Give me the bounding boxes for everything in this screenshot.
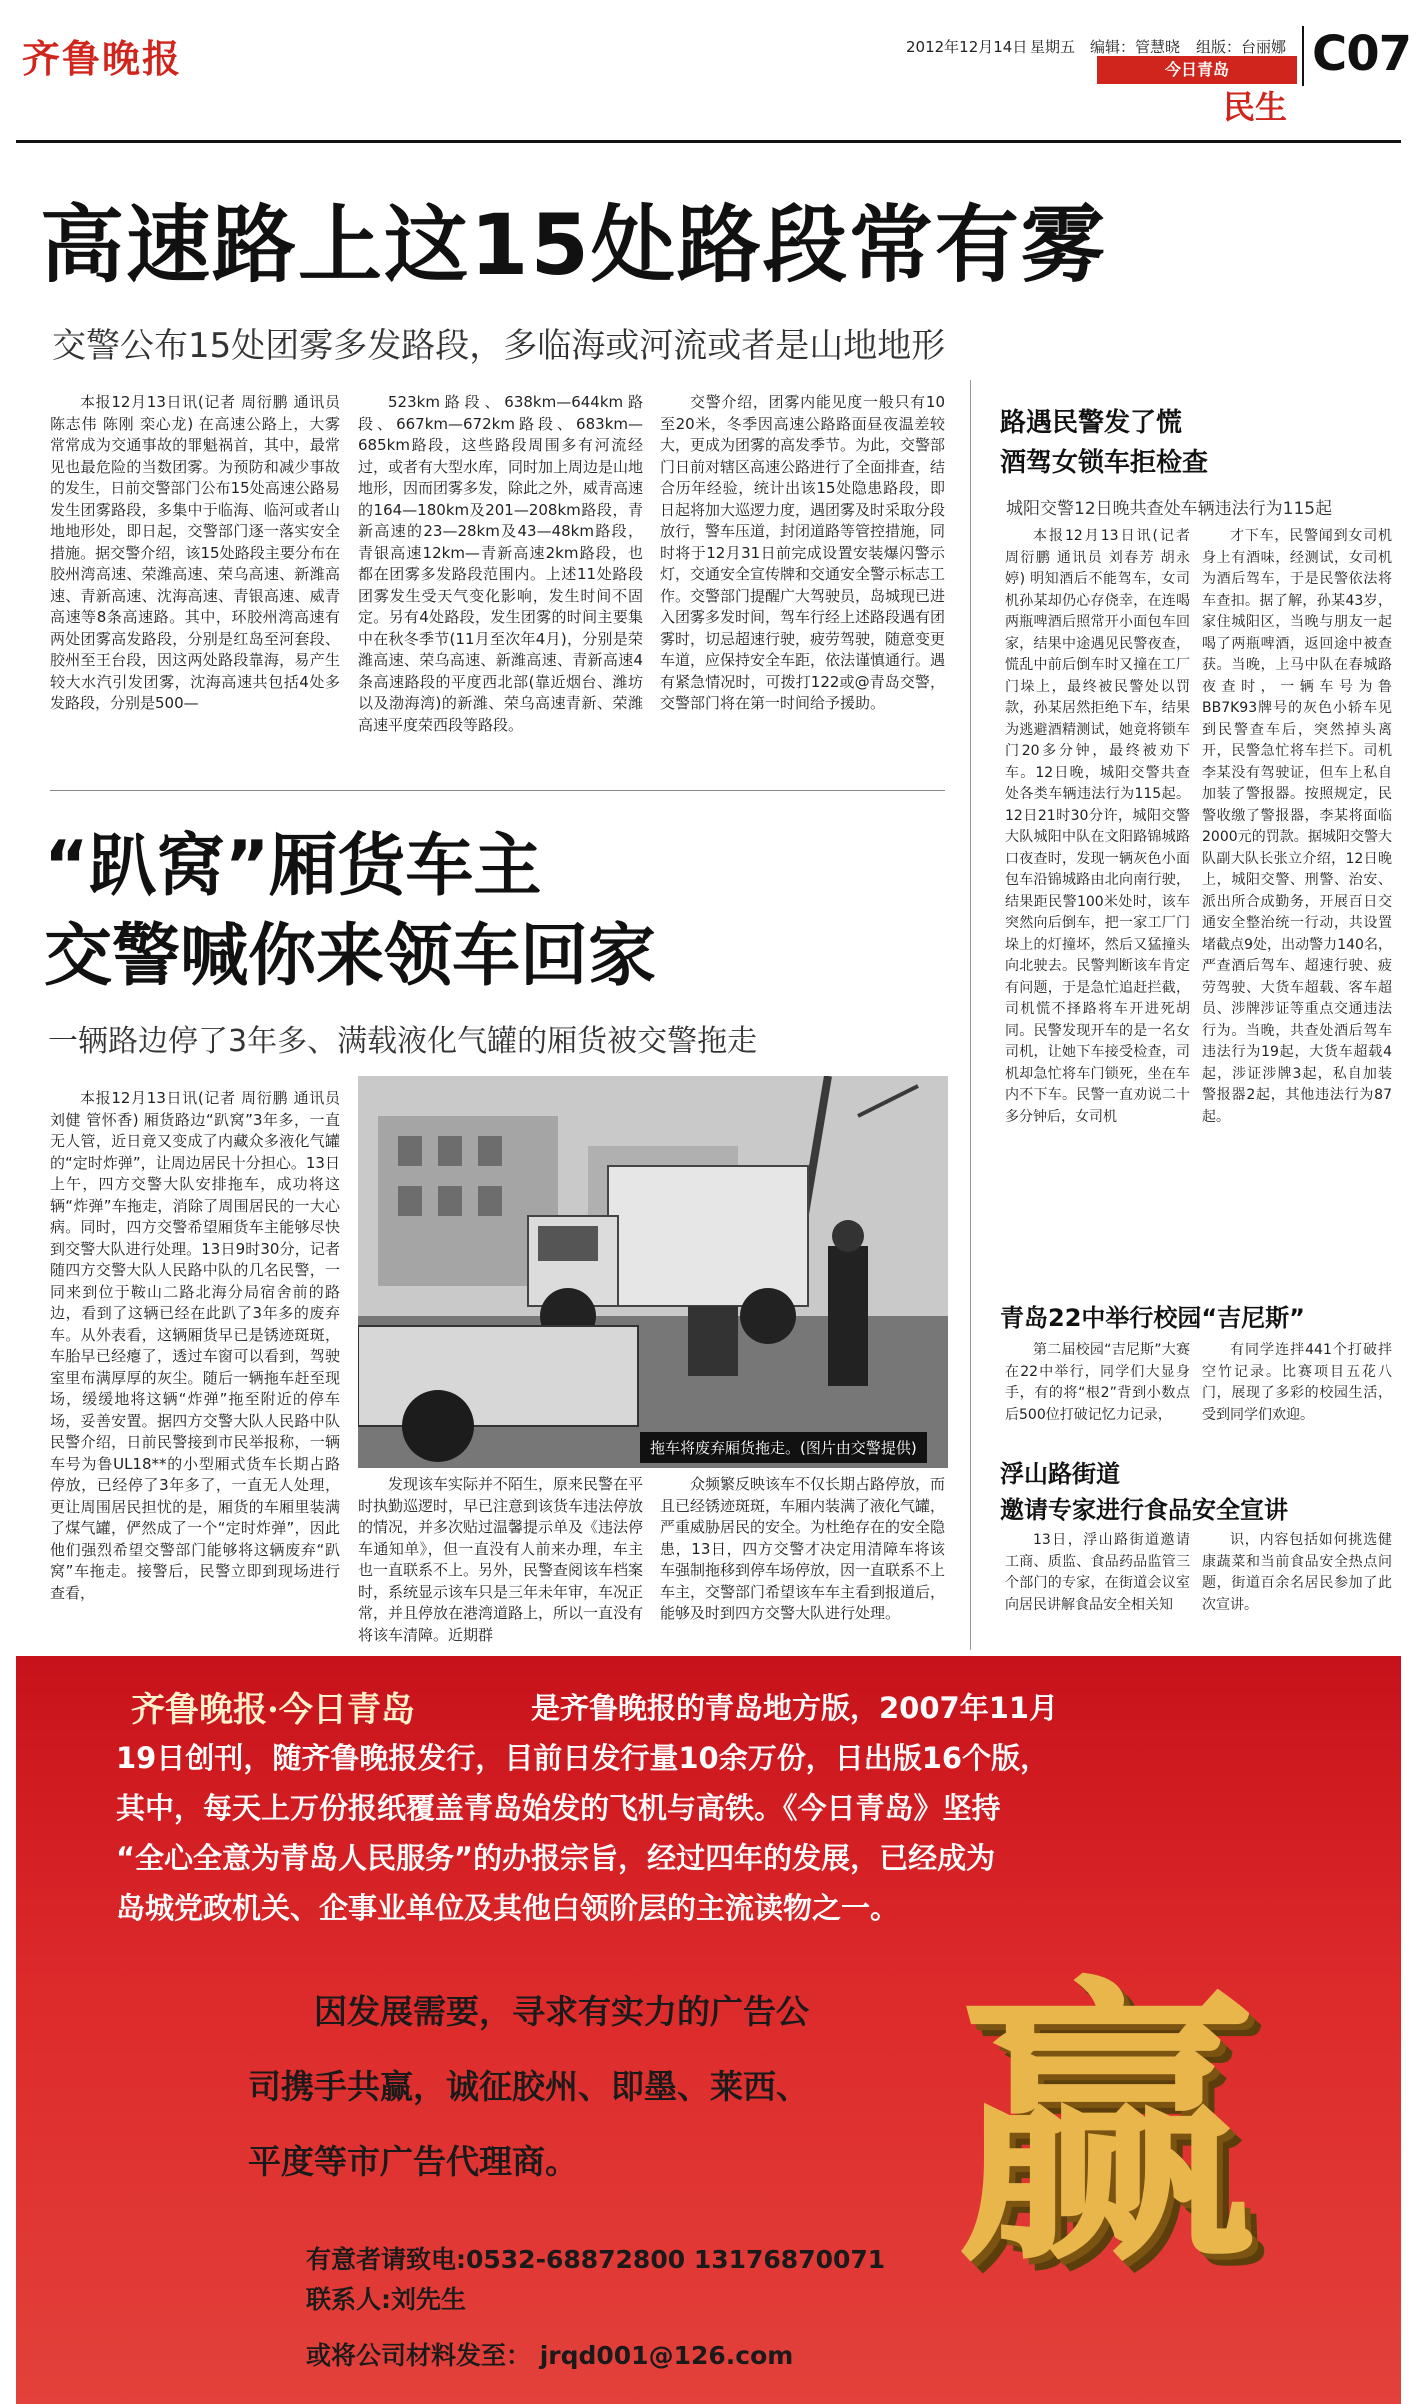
- right-story-a-subhead: 城阳交警12日晚共查处车辆违法行为115起: [1006, 499, 1333, 519]
- right-story-a-headline-2: 酒驾女锁车拒检查: [1000, 448, 1209, 478]
- ad-phone: 有意者请致电:0532-68872800 13176870071: [306, 2245, 886, 2274]
- ad-intro-line-3: 其中，每天上万份报纸覆盖青岛始发的飞机与高铁。《今日青岛》坚持: [116, 1791, 1001, 1825]
- ad-call-line-1: 因发展需要，寻求有实力的广告公: [314, 1992, 809, 2031]
- tow-truck-photo: [358, 1076, 948, 1468]
- column-divider: [970, 380, 971, 1650]
- ad-intro-line-1: 是齐鲁晚报的青岛地方版，2007年11月: [531, 1691, 1059, 1725]
- ad-intro-line-2: 19日创刊，随齐鲁晚报发行，目前日发行量10余万份，日出版16个版，: [116, 1741, 1050, 1775]
- story2-headline-line2: 交警喊你来领车回家: [44, 917, 657, 996]
- right-story-c-headline-2: 邀请专家进行食品安全宣讲: [1000, 1496, 1288, 1524]
- tow-truck-illustration: [358, 1076, 948, 1468]
- issue-date: 2012年12月14日: [906, 38, 1028, 56]
- section-name: 民生: [1222, 88, 1287, 126]
- ad-email: 或将公司材料发至： jrqd001@126.com: [306, 2341, 794, 2370]
- story2-column-3: 众频繁反映该车不仅长期占路停放，而且已经锈迹斑斑，车厢内装满了液化气罐，严重威胁居民的安全。为杜绝存在的安全隐患，13日，四方交警才决定用清障车将该车强制拖移到停车场停放，因一直联系不上车主，交警部门希望该车车主看到报道后，能够及时到四方交警大队进行处理。: [660, 1475, 945, 1622]
- right-story-c-headline-1: 浮山路街道: [1000, 1460, 1120, 1488]
- right-story-a-headline-1: 路遇民警发了慌: [1000, 408, 1183, 438]
- advertisement: [16, 1656, 1401, 2404]
- right-story-b-column-2: 有同学连拌441个打破拌空竹记录。比赛项目五花八门，展现了多彩的校园生活，受到同学们欢迎。: [1202, 1342, 1392, 1423]
- story2-headline: [44, 822, 944, 1002]
- right-story-b-headline: 青岛22中举行校园“吉尼斯”: [1000, 1304, 1305, 1332]
- story1-headline: 高速路上这15处路段常有雾: [40, 196, 1107, 294]
- right-story-c-column-1: 13日，浮山路街道邀请工商、质监、食品药品监管三个部门的专家，在街道会议室向居民讲解食品安全相关知: [1005, 1532, 1190, 1613]
- masthead-rule: [16, 140, 1401, 143]
- story2-column-1: 本报12月13日讯(记者 周衍鹏 通讯员 刘健 管怀香) 厢货路边“趴窝”3年多，一直无人管，近日竟又变成了内藏众多液化气罐的“定时炸弹”，让周边居民十分担心。13日上午，四方交警大队安排拖车，成功将这辆“炸弹”车拖走，消除了周围居民的一大心病。同时，四方交警希望厢货车主能够尽快到交警大队进行处理。13日9时30分，记者随四方交警大队人民路中队的几名民警，一同来到位于鞍山二路北海分局宿舍前的路边，看到了这辆已经在此趴了3年多的废弃车。从外表看，这辆厢货早已是锈迹斑斑，车胎早已经瘪了，透过车窗可以看到，驾驶室里布满厚厚的灰尘。随后一辆拖车赶至现场，缓缓地将这辆“炸弹”拖至附近的停车场，妥善安置。据四方交警大队人民路中队民警介绍，日前民警接到市民举报称，一辆车号为鲁UL18**的小型厢式货车长期占路停放，已经停了3年多了，一直无人处理，更让周围居民担忧的是，厢货的车厢里装满了煤气罐，俨然成了一个“定时炸弹”，因此他们强烈希望交警部门能够将这辆废弃“趴窝”车拖走。接警后，民警立即到现场进行查看，: [50, 1089, 340, 1602]
- story1-column-2: 523km路段、638km—644km路段、667km—672km路段、683km—685km路段，这些路段周围多有河流经过，或者有大型水库，同时加上周边是山地地形，因而团雾多发，除此之外，威青高速的164—180km及201—208km路段，青新高速的23—28km及43—48km路段，青银高速12km—青新高速2km路段，也都在团雾多发路段范围内。上述11处路段团雾发生受天气变化影响，发生时间不固定。另有4处路段，发生团雾的时间主要集中在秋冬季节(11月至次年4月)，分别是荣潍高速、荣乌高速、新潍高速、青新高速4条高速路段的平度西北部(靠近烟台、潍坊以及渤海湾)的新潍、荣乌高速青新、荣潍高速平度荣西段等路段。: [358, 393, 643, 734]
- page-number: C07: [1312, 26, 1412, 82]
- right-story-c-column-2: 识，内容包括如何挑选健康蔬菜和当前食品安全热点问题，街道百余名居民参加了此次宣讲。: [1202, 1532, 1392, 1613]
- right-story-a-column-1: 本报12月13日讯(记者 周衍鹏 通讯员 刘春芳 胡永婷) 明知酒后不能驾车，女司机孙某却仍心存侥幸，在连喝两瓶啤酒后照常开小面包车回家，结果中途遇见民警夜查，慌乱中前后倒车时又撞在工厂门垛上，最终被民警处以罚款，孙某居然拒绝下车，结果为逃避酒精测试，她竟将锁车门20多分钟，最终被劝下车。12日晚，城阳交警共查处各类车辆违法行为115起。12日21时30分许，城阳交警大队城阳中队在文阳路锦城路口夜查时，发现一辆灰色小面包车沿锦城路由北向南行驶，结果距民警100米处时，该车突然向后倒车，把一家工厂门垛上的灯撞坏，然后又猛撞头向北驶去。民警判断该车肯定有问题，于是急忙追赶拦截，司机慌不择路将车开进死胡同。民警发现开车的是一名女司机，让她下车接受检查，司机却急忙将车门锁死，坐在车内不下车。民警一直劝说二十多分钟后，女司机: [1005, 528, 1190, 1125]
- masthead: [0, 0, 1417, 140]
- story2-column-2: 发现该车实际并不陌生，原来民警在平时执勤巡逻时，早已注意到该货车违法停放的情况，并多次贴过温馨提示单及《违法停车通知单》，但一直没有人前来办理，车主也一直联系不上。另外，民警查阅该车档案时，系统显示该车只是三年未年审，车况正常，并且停放在港湾道路上，所以一直没有将该车清障。近期群: [358, 1475, 643, 1644]
- ad-intro-line-5: 岛城党政机关、企事业单位及其他白领阶层的主流读物之一。: [116, 1891, 900, 1925]
- ad-contact-person: 联系人:刘先生: [306, 2285, 466, 2314]
- ad-call-line-2: 司携手共赢，诚征胶州、即墨、莱西、: [248, 2067, 809, 2106]
- story1-column-3: 交警介绍，团雾内能见度一般只有10至20米，冬季因高速公路路面昼夜温差较大，更成为团雾的高发季节。为此，交警部门日前对辖区高速公路进行了全面排查，结合历年经验，统计出该15处隐患路段，即日起将加大巡逻力度，遇团雾及时采取分段放行，警车压道，封闭道路等管控措施，同时将于12月31日前完成设置安装爆闪警示灯，交通安全宣传牌和交通安全警示标志工作。交警部门提醒广大驾驶员，岛城现已进入团雾多发时间，驾车行经上述路段遇有团雾时，切忌超速行驶，疲劳驾驶，随意变更车道，应保持安全车距，依法谨慎通行。遇有紧急情况时，可拨打122或@青岛交警，交警部门将在第一时间给予援助。: [660, 393, 945, 712]
- ad-logo: 齐鲁晚报·今日青岛: [131, 1690, 415, 1730]
- ad-intro-line-4: “全心全意为青岛人民服务”的办报宗旨，经过四年的发展，已经成为: [116, 1841, 996, 1875]
- right-story-a-column-2: 才下车，民警闻到女司机身上有酒味，经测试，女司机为酒后驾车，于是民警依法将车查扣。据了解，孙某43岁，家住城阳区，当晚与朋友一起喝了两瓶啤酒，返回途中被查获。当晚，上马中队在春城路夜查时，一辆车号为鲁BB7K93牌号的灰色小轿车见到民警查车后，突然掉头离开，民警急忙将车拦下。司机李某没有驾驶证，但车上私自加装了警报器。按照规定，民警收缴了警报器，李某将面临2000元的罚款。据城阳交警大队副大队长张立介绍，12日晚上，城阳交警、刑警、治安、派出所合成勤务，开展百日交通安全整治统一行动，共设置堵截点9处，出动警力140名，严查酒后驾车、超速行驶、疲劳驾驶、大货车超载、客车超员、涉牌涉证等重点交通违法行为。当晚，共查处酒后驾车违法行为19起，大货车超载4起，涉证涉牌3起，私自加装警报器2起，其他违法行为87起。: [1202, 528, 1392, 1125]
- right-story-b-column-1: 第二届校园“吉尼斯”大赛在22中举行，同学们大显身手，有的将“根2”背到小数点后500位打破记忆力记录，: [1005, 1342, 1190, 1423]
- story2-headline-line1: “趴窝”厢货车主: [44, 827, 542, 906]
- story1-subhead: 交警公布15处团雾多发路段，多临海或河流或者是山地地形: [52, 326, 946, 366]
- story1-column-1: 本报12月13日讯(记者 周衍鹏 通讯员 陈志伟 陈刚 栾心龙) 在高速公路上，大雾常常成为交通事故的罪魁祸首，其中，最常见也最危险的当数团雾。为预防和减少事故的发生，日前交警部门公布15处高速公路易发生团雾路段，多集中于临海、临河或者山地地形处，即日起，交警部门逐一落实安全措施。据交警介绍，该15处路段主要分布在胶州湾高速、荣潍高速、荣乌高速、新潍高速、青新高速、沈海高速、青银高速、威青高速等8条高速路。其中，环胶州湾高速有两处团雾高发路段，分别是红岛至河套段、胶州至王台段，因这两处路段靠海，易产生较大水汽引发团雾，沈海高速共包括4处多发路段，分别是500—: [50, 393, 340, 712]
- editor-credit: 编辑：管慧晓: [1090, 38, 1181, 56]
- section-tab: 今日青岛: [1097, 56, 1297, 84]
- masthead-divider: [1302, 26, 1304, 86]
- issue-weekday: 星期五: [1030, 38, 1076, 56]
- layout-credit: 组版：台丽娜: [1196, 38, 1287, 56]
- story-divider: [50, 790, 945, 791]
- story2-subhead: 一辆路边停了3年多、满载液化气罐的厢货被交警拖走: [48, 1024, 758, 1059]
- photo-caption: 拖车将废弃厢货拖走。(图片由交警提供): [640, 1432, 927, 1463]
- win-character-graphic: 赢: [956, 1949, 1256, 2302]
- newspaper-logo: 齐鲁晚报: [22, 36, 183, 81]
- ad-call-line-3: 平度等市广告代理商。: [248, 2142, 578, 2181]
